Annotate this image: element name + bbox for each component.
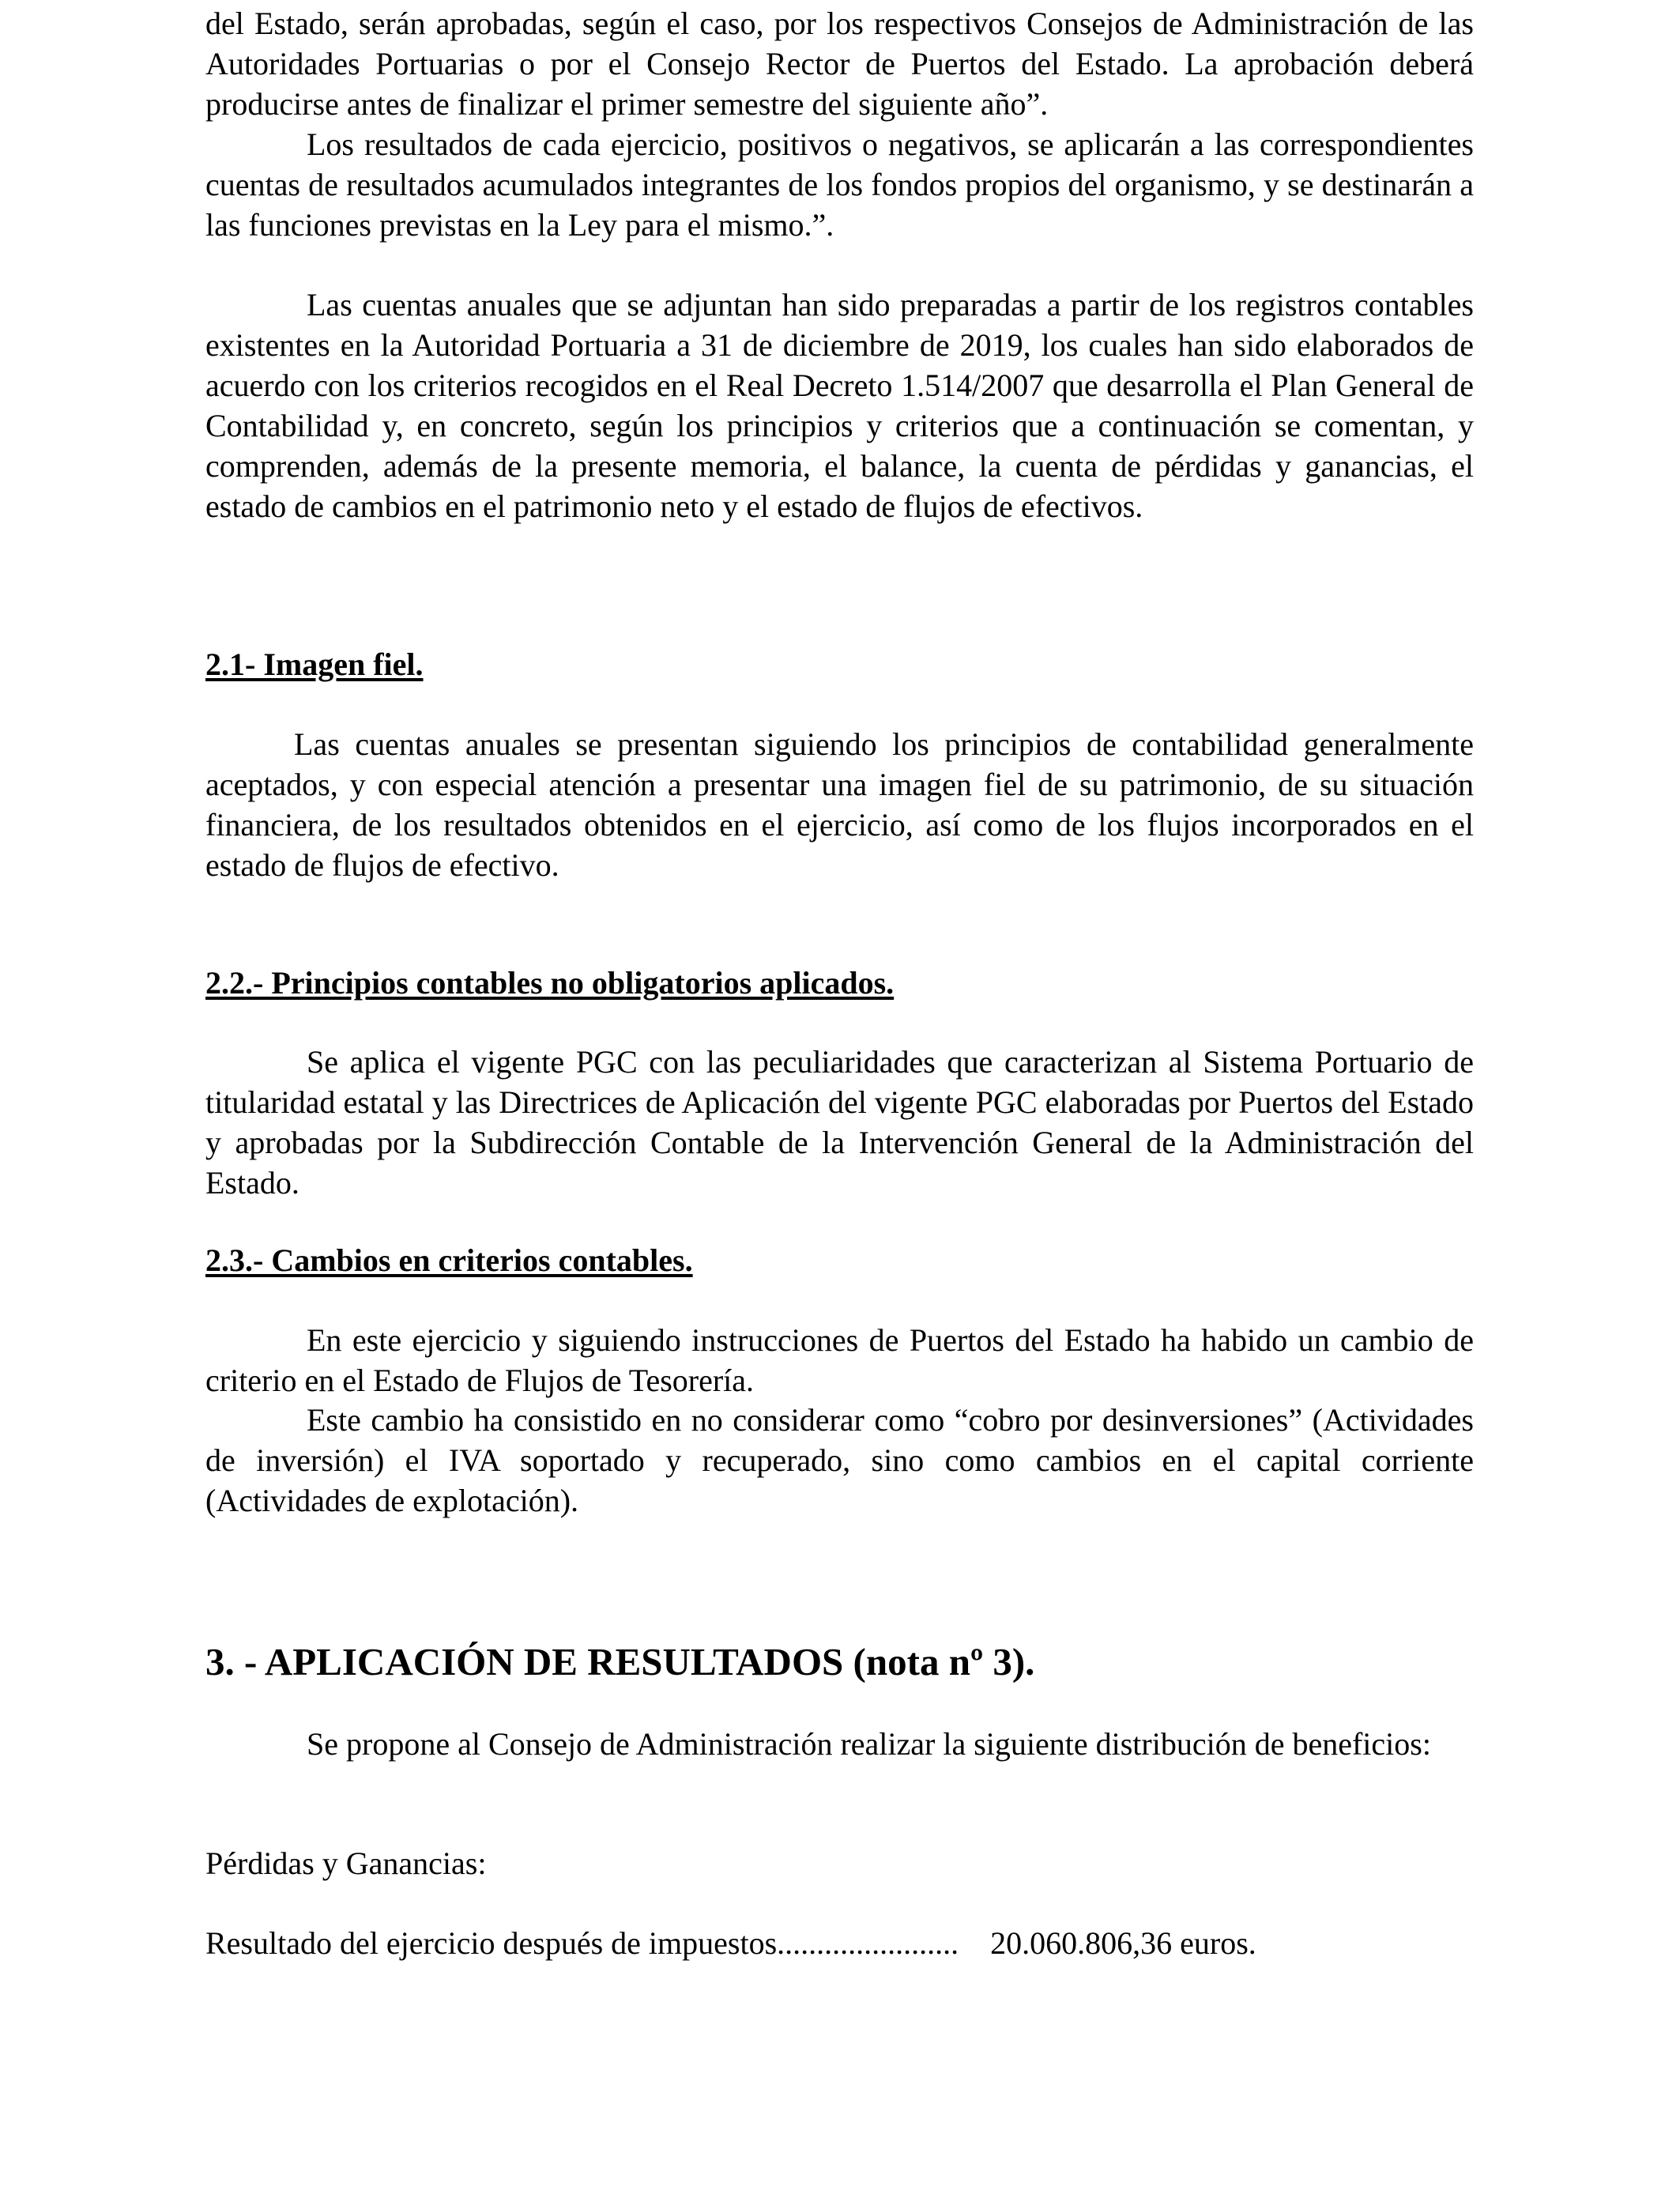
result-label: Resultado del ejercicio después de impuestos....................... <box>205 1925 959 1961</box>
section-2-2-paragraph: Se aplica el vigente PGC con las peculiaridades que caracterizan al Sistema Portuario de titularidad estatal y las Directrices de Aplicación del vigente PGC elaboradas por Puertos del Estado y aprobadas por la Subdirección Contable de la Intervención General de la Administración del Estado. <box>205 1044 1474 1201</box>
section-3-paragraph: Se propone al Consejo de Administración realizar la siguiente distribución de beneficios: <box>307 1726 1431 1762</box>
section-2-2-heading: 2.2.- Principios contables no obligatorios aplicados. <box>205 965 895 1001</box>
section-2-1-heading: 2.1- Imagen fiel. <box>205 647 424 682</box>
intro-paragraph-2: Los resultados de cada ejercicio, positivos o negativos, se aplicarán a las correspondientes cuentas de resultados acumulados integrantes de los fondos propios del organismo, y se destinarán a las funciones previstas en la Ley para el mismo.”. <box>205 126 1474 243</box>
profit-loss-label: Pérdidas y Ganancias: <box>205 1845 487 1881</box>
result-amount: 20.060.806,36 euros. <box>990 1925 1256 1961</box>
section-3-heading: 3. - APLICACIÓN DE RESULTADOS (nota nº 3). <box>205 1640 1035 1683</box>
section-2-3-paragraph-1: En este ejercicio y siguiendo instrucciones de Puertos del Estado ha habido un cambio de criterio en el Estado de Flujos de Tesorería. <box>205 1322 1474 1398</box>
section-2-1-paragraph: Las cuentas anuales se presentan siguiendo los principios de contabilidad generalmente aceptados, y con especial atención a presentar una imagen fiel de su patrimonio, de su situación financiera, de los resultados obtenidos en el ejercicio, así como de los flujos incorporados en el estado de flujos de efectivo. <box>205 726 1474 883</box>
section-2-3-paragraph-2: Este cambio ha consistido en no considerar como “cobro por desinversiones” (Actividades de inversión) el IVA soportado y recuperado, sino como cambios en el capital corriente (Actividades de explotación). <box>205 1402 1474 1518</box>
intro-paragraph-3: Las cuentas anuales que se adjuntan han sido preparadas a partir de los registros contables existentes en la Autoridad Portuaria a 31 de diciembre de 2019, los cuales han sido elaborados de acuerdo con los criterios recogidos en el Real Decreto 1.514/2007 que desarrolla el Plan General de Contabilidad y, en concreto, según los principios y criterios que a continuación se comentan, y comprenden, además de la presente memoria, el balance, la cuenta de pérdidas y ganancias, el estado de cambios en el patrimonio neto y el estado de flujos de efectivos. <box>205 287 1474 524</box>
section-2-3-heading: 2.3.- Cambios en criterios contables. <box>205 1242 693 1278</box>
intro-paragraph-1: del Estado, serán aprobadas, según el caso, por los respectivos Consejos de Administración de las Autoridades Portuarias o por el Consejo Rector de Puertos del Estado. La aprobación deberá producirse antes de finalizar el primer semestre del siguiente año”. <box>205 6 1474 122</box>
result-line <box>205 1923 1256 1963</box>
